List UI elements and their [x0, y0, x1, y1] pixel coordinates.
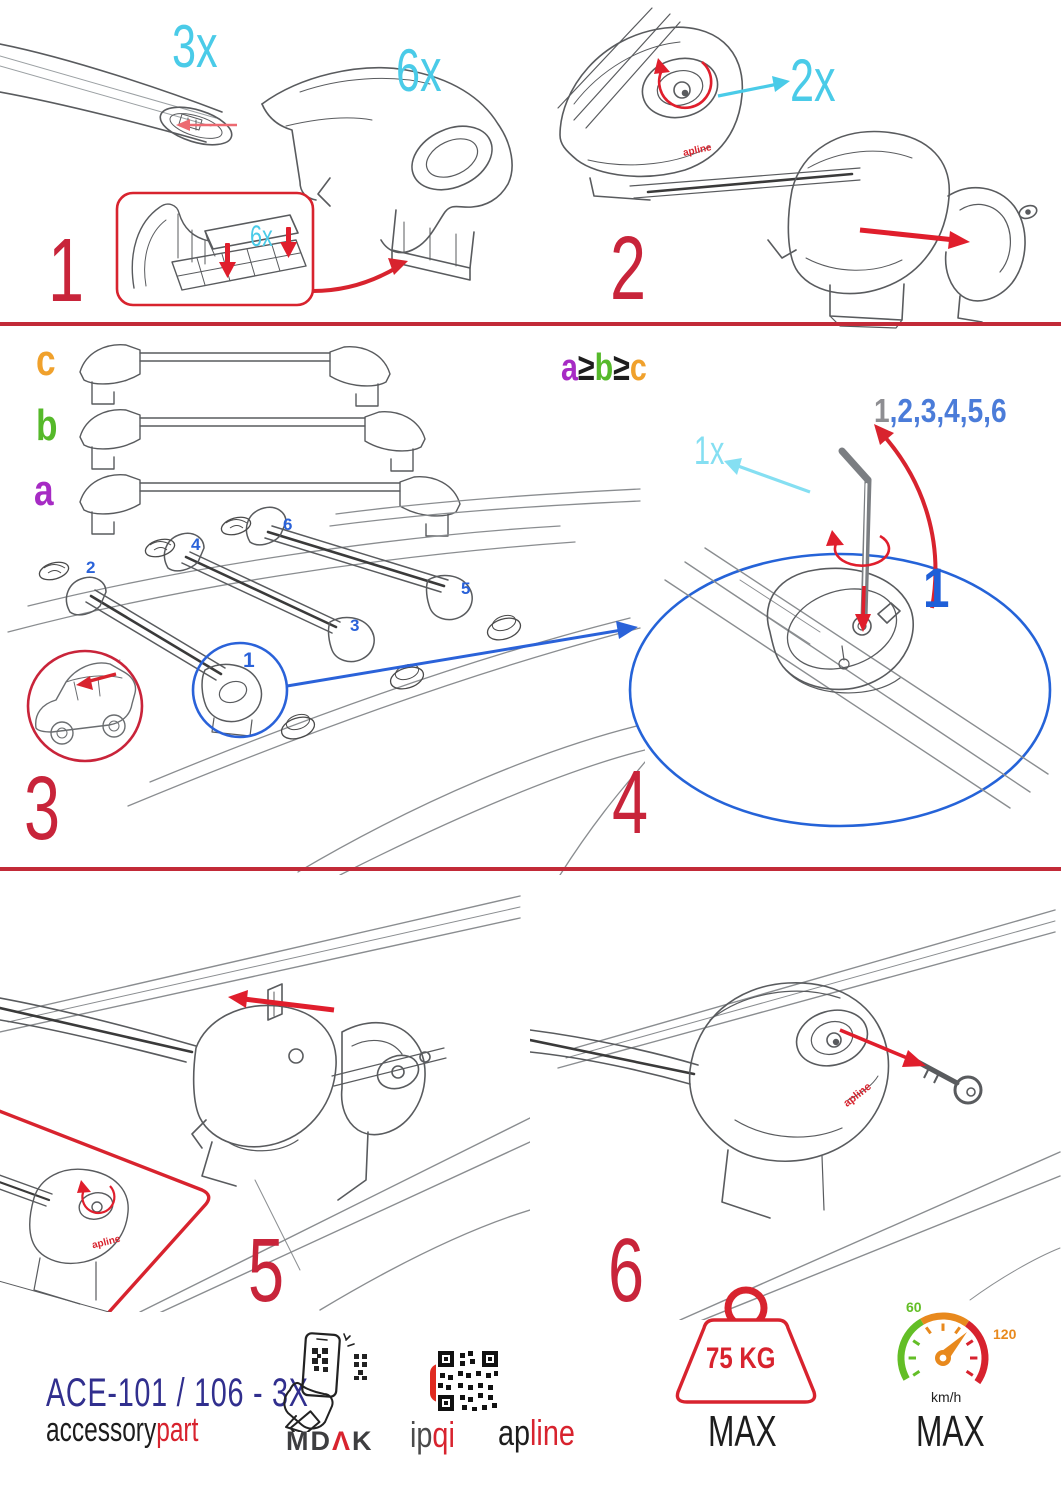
clamp-drawing	[332, 1023, 446, 1200]
max-weight-label: MAX	[708, 1407, 777, 1456]
roof-pos-6: 6	[283, 515, 293, 534]
foot-drawing	[0, 984, 336, 1186]
roof-pos-5: 5	[461, 579, 471, 598]
max-speed-label: MAX	[916, 1407, 985, 1456]
tighten-sequence: 1,2,3,4,5,6	[874, 392, 1007, 429]
key-icon	[916, 1061, 981, 1103]
knob-qty-arrow	[718, 76, 790, 96]
apline-foot-logo: apline	[682, 142, 713, 159]
knob-qty-label: 2x	[790, 47, 836, 114]
roof-pos-3: 3	[350, 616, 360, 635]
lock-inset-panel	[0, 1102, 209, 1312]
apline-foot-logo: apline	[90, 1233, 122, 1252]
size-order-rule: a≥b≥c	[561, 347, 647, 389]
tool-qty-label: 1x	[694, 429, 725, 473]
size-b-label: b	[36, 401, 58, 450]
gauge-unit-label: km/h	[931, 1389, 962, 1405]
pad-qty-label: 6x	[250, 220, 273, 253]
step2-number: 2	[610, 219, 647, 319]
size-c-label: c	[36, 336, 56, 385]
gauge-120-label: 120	[993, 1326, 1017, 1342]
foot-bottom-drawing	[630, 132, 949, 328]
detail-pointer-arrow	[287, 621, 638, 686]
endcap-arrow	[860, 230, 970, 249]
position1-highlight-circle	[193, 643, 287, 737]
crossbar-a	[80, 475, 460, 536]
step1-number: 1	[48, 221, 85, 321]
product-code: ACE-101 / 106 - 3X	[46, 1371, 309, 1415]
apline-logo: apline	[498, 1412, 575, 1453]
bar-qty-label: 3x	[172, 13, 218, 80]
step4-number: 4	[612, 753, 649, 853]
inset-pointer-arrow	[313, 258, 408, 291]
sequence-start-label: 1	[923, 556, 950, 619]
size-a-label: a	[34, 466, 54, 515]
accessorypart-logo: accessorypart	[46, 1411, 199, 1449]
car-direction-inset	[28, 651, 142, 761]
foot-top-drawing	[558, 8, 742, 200]
apline-foot-logo: apline	[841, 1080, 874, 1110]
roof-pos-2: 2	[86, 558, 96, 577]
crossbar-b	[80, 410, 425, 471]
max-weight-value: 75 KG	[706, 1342, 776, 1375]
ipqi-logo: ipqi	[410, 1414, 455, 1455]
step3-drawing	[0, 330, 645, 875]
gauge-needle	[935, 1332, 967, 1366]
crossbar-c	[80, 345, 390, 406]
qr-code	[436, 1349, 500, 1413]
step6-number: 6	[608, 1221, 645, 1321]
step3-number: 3	[24, 759, 61, 859]
section-divider	[0, 322, 1061, 326]
step5-number: 5	[248, 1221, 285, 1321]
section-divider	[0, 867, 1061, 871]
qr-scan-phone-icon	[276, 1332, 386, 1432]
gauge-60-label: 60	[906, 1299, 922, 1315]
bar-insert-arrow	[176, 119, 237, 131]
roof-pos-4: 4	[191, 535, 201, 554]
tool-qty-arrow	[724, 458, 810, 492]
roof-pos-1: 1	[243, 649, 255, 672]
foot-qty-label: 6x	[396, 37, 442, 104]
mdak-logo: MDΛK	[286, 1426, 374, 1456]
endcap-drawing	[946, 188, 1039, 322]
